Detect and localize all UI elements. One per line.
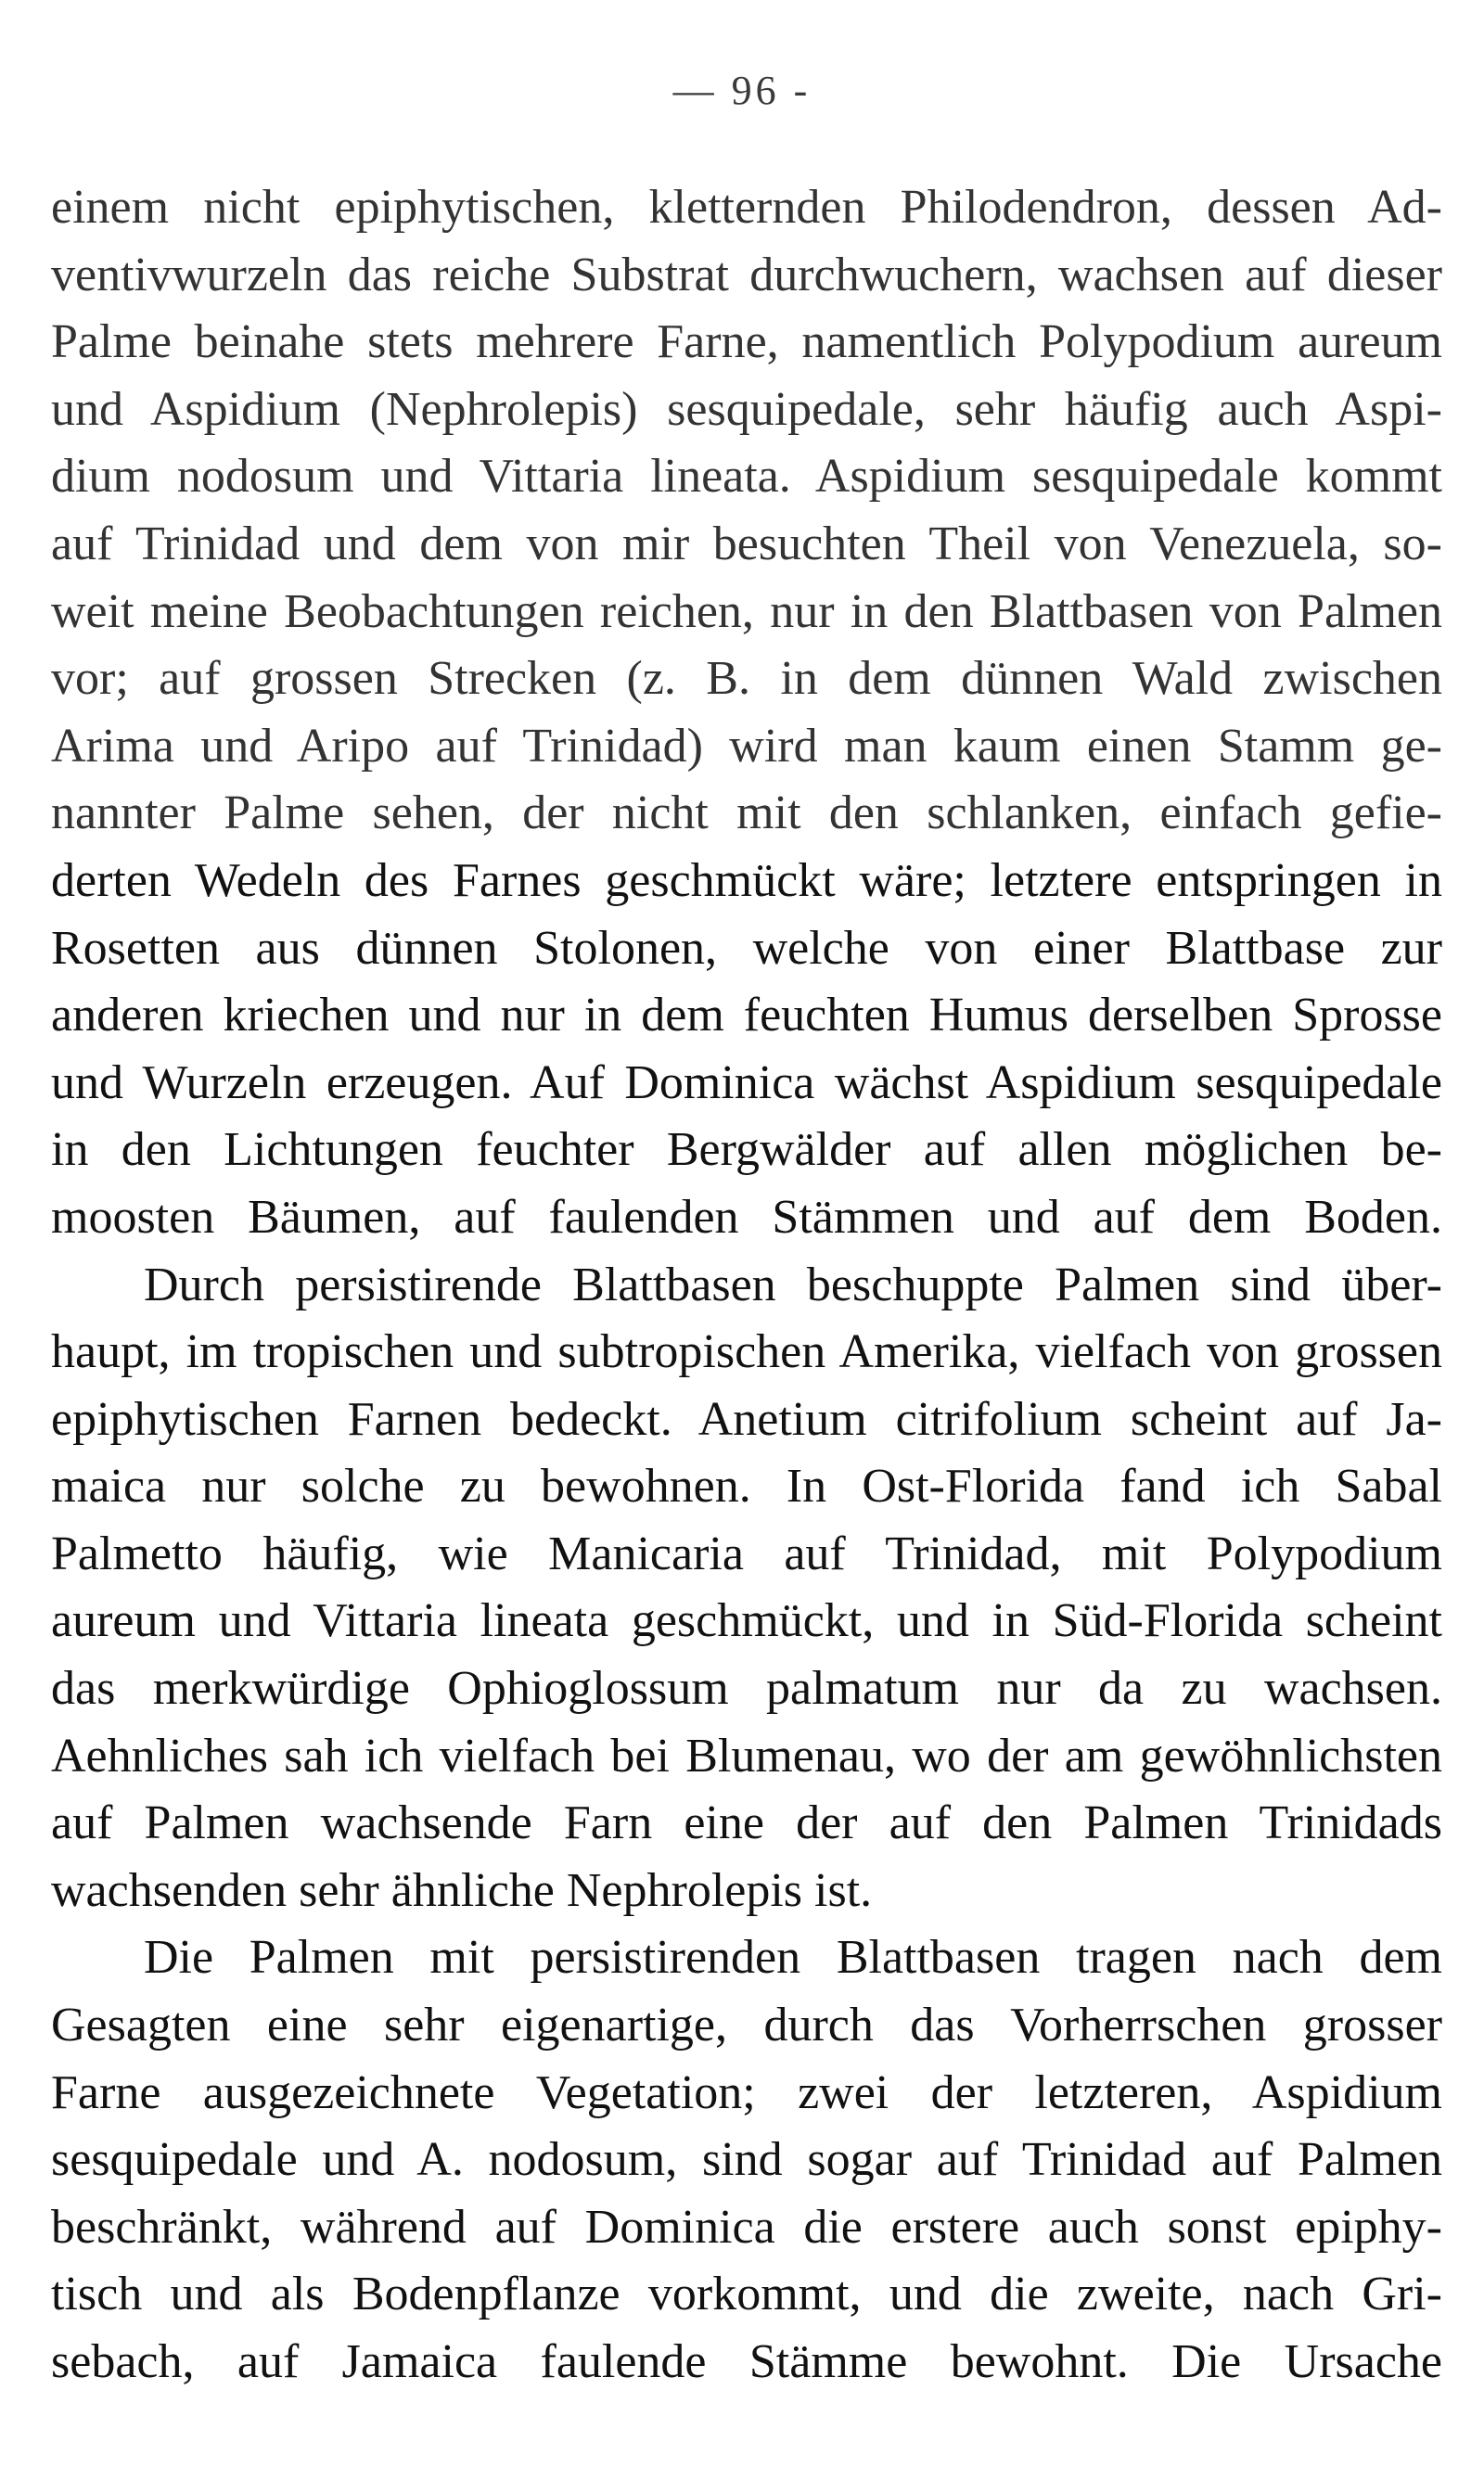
page-number: — 96 - (672, 68, 812, 113)
text-line: Arima und Aripo auf Trinidad) wird man kaum einen Stamm ge- (51, 719, 1442, 773)
text-line: auf Palmen wachsende Farn eine der auf den Palmen Trinidads (51, 1796, 1442, 1850)
text-line: und Wurzeln erzeugen. Auf Dominica wächst Aspidium sesquipedale (51, 1055, 1442, 1109)
text-line-paragraph-end: wachsenden sehr ähnliche Nephrolepis ist. (51, 1863, 873, 1917)
text-line: Farne ausgezeichnete Vegetation; zwei der letzteren, Aspidium (51, 2065, 1442, 2119)
text-line: maica nur solche zu bewohnen. In Ost-Florida fand ich Sabal (51, 1460, 1442, 1514)
text-line: vor; auf grossen Strecken (z. B. in dem dünnen Wald zwischen (51, 652, 1442, 706)
text-line: aureum und Vittaria lineata geschmückt, und in Süd-Florida scheint (51, 1594, 1442, 1648)
text-line: auf Trinidad und dem von mir besuchten Theil von Venezuela, so- (51, 517, 1442, 570)
text-line: Aehnliches sah ich vielfach bei Blumenau, wo der am gewöhnlichsten (51, 1729, 1442, 1783)
text-line: Palme beinahe stets mehrere Farne, namentlich Polypodium aureum (51, 315, 1442, 369)
text-line: sebach, auf Jamaica faulende Stämme bewohnt. Die Ursache (51, 2335, 1442, 2388)
text-line: derten Wedeln des Farnes geschmückt wäre; letztere entspringen in (51, 853, 1442, 907)
text-line: Rosetten aus dünnen Stolonen, welche von einer Blattbase zur (51, 921, 1442, 975)
text-line: sesquipedale und A. nodosum, sind sogar auf Trinidad auf Palmen (51, 2133, 1442, 2187)
body-text (51, 174, 1442, 2397)
text-line: haupt, im tropischen und subtropischen Amerika, vielfach von grossen (51, 1325, 1442, 1379)
text-line: tisch und als Bodenpflanze vorkommt, und die zweite, nach Gri- (51, 2268, 1442, 2321)
text-line: dium nodosum und Vittaria lineata. Aspidium sesquipedale kommt (51, 450, 1442, 504)
text-line: weit meine Beobachtungen reichen, nur in den Blattbasen von Palmen (51, 584, 1442, 638)
text-line: anderen kriechen und nur in dem feuchten Humus derselben Sprosse (51, 989, 1442, 1042)
text-line: einem nicht epiphytischen, kletternden Philodendron, dessen Ad- (51, 181, 1442, 234)
text-line: ventivwurzeln das reiche Substrat durchwuchern, wachsen auf dieser (51, 248, 1442, 301)
text-line-paragraph-start: Die Palmen mit persistirenden Blattbasen tragen nach dem (144, 1931, 1442, 1985)
text-line: Gesagten eine sehr eigenartige, durch das Vorherrschen grosser (51, 1999, 1442, 2052)
text-line: beschränkt, während auf Dominica die erstere auch sonst epiphy- (51, 2200, 1442, 2254)
text-line: epiphytischen Farnen bedeckt. Anetium citrifolium scheint auf Ja- (51, 1392, 1442, 1446)
text-line: und Aspidium (Nephrolepis) sesquipedale, sehr häufig auch Aspi- (51, 382, 1442, 436)
text-line: Palmetto häufig, wie Manicaria auf Trinidad, mit Polypodium (51, 1527, 1442, 1580)
text-line: moosten Bäumen, auf faulenden Stämmen und auf dem Boden. (51, 1190, 1442, 1244)
text-line: nannter Palme sehen, der nicht mit den schlanken, einfach gefie- (51, 786, 1442, 840)
text-line-paragraph-start: Durch persistirende Blattbasen beschuppte Palmen sind über- (144, 1258, 1442, 1311)
text-line: in den Lichtungen feuchter Bergwälder auf allen möglichen be- (51, 1123, 1442, 1177)
text-line: das merkwürdige Ophioglossum palmatum nur da zu wachsen. (51, 1662, 1442, 1716)
